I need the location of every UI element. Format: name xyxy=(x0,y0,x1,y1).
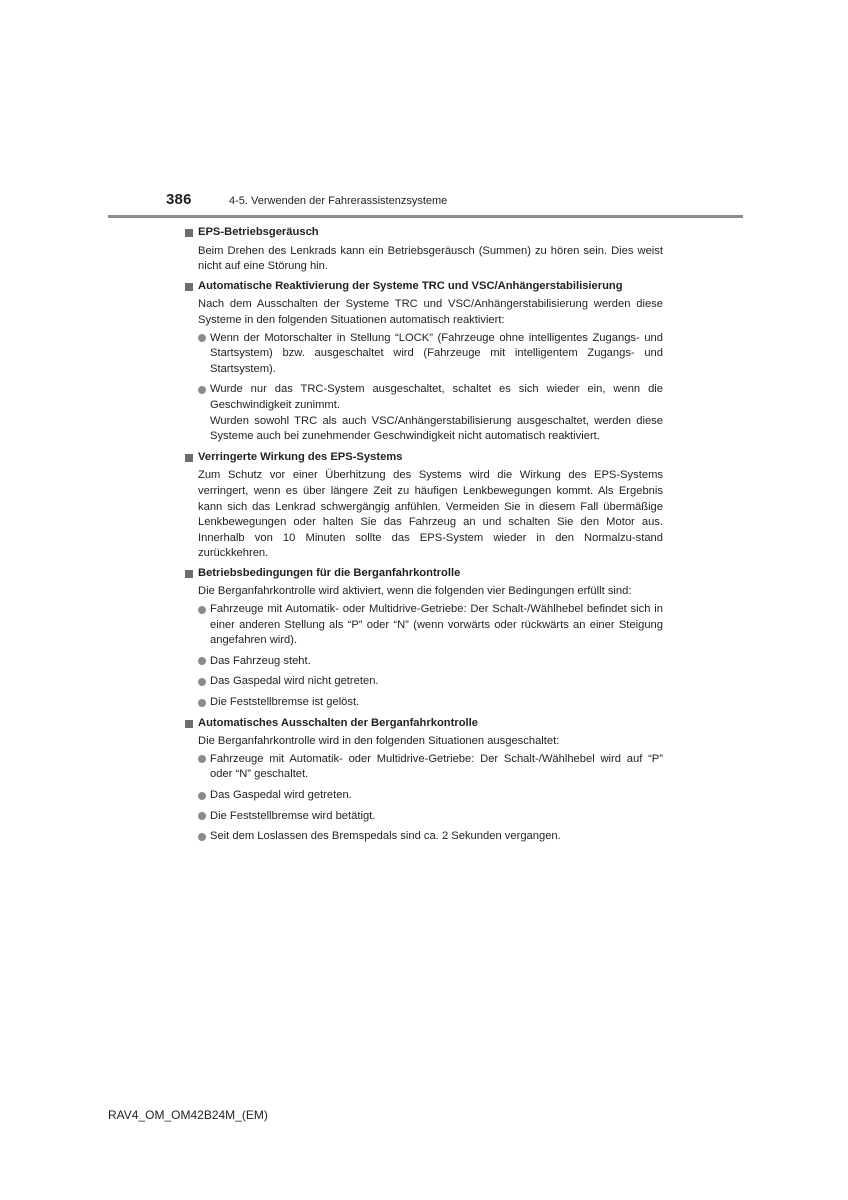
square-bullet-icon xyxy=(185,720,193,728)
list-item-text: Wurde nur das TRC-System ausgeschaltet, schaltet es sich wieder ein, wenn die Geschwindigkeit zunimmt. xyxy=(210,383,663,411)
square-bullet-icon xyxy=(185,283,193,291)
list-item xyxy=(198,331,663,378)
section-heading xyxy=(185,450,663,466)
list-item xyxy=(198,809,663,825)
section-heading-text: Betriebsbedingungen für die Berganfahrkontrolle xyxy=(198,566,461,579)
section-heading-text: Automatisches Ausschalten der Berganfahrkontrolle xyxy=(198,716,478,729)
list-item-text: Fahrzeuge mit Automatik- oder Multidrive-Getriebe: Der Schalt-/Wählhebel befindet sich in einer anderen Stellung als “P” oder “N” (wenn vorwärts oder rückwärts an einer Steigung angefahren wird). xyxy=(210,603,663,647)
list-item-text: Das Gaspedal wird getreten. xyxy=(210,789,352,801)
round-bullet-icon xyxy=(198,334,206,342)
section-heading xyxy=(185,225,663,241)
list-item xyxy=(198,674,663,690)
list-item-text: Wenn der Motorschalter in Stellung “LOCK” (Fahrzeuge ohne intelligentes Zugangs- und Startsystem) bzw. ausgeschaltet wird (Fahrzeuge mit intelligentem Zugangs- und Startsystem). xyxy=(210,331,663,375)
list-item xyxy=(198,752,663,783)
list-item-text: Fahrzeuge mit Automatik- oder Multidrive-Getriebe: Der Schalt-/Wählhebel wird auf “P” oder “N” geschaltet. xyxy=(210,752,663,781)
list-item xyxy=(198,829,663,845)
section-paragraph: Zum Schutz vor einer Überhitzung des Systems wird die Wirkung des EPS-Systems verringert, wenn es über längere Zeit zu häufigen Lenkbewegungen kommt. Als Ergebnis kann sich das Lenkrad schwergängig anfühlen. Vermeiden Sie in diesem Fall übermäßige Lenkbewegungen oder halten Sie das Fahrzeug an und schalten Sie den Motor aus. Innerhalb von 10 Minuten sollte das EPS-System wieder in den Normalzu-stand zurückkehren. xyxy=(198,469,663,560)
section xyxy=(185,279,663,445)
list-item xyxy=(198,695,663,711)
round-bullet-icon xyxy=(198,792,206,800)
section-paragraph: Nach dem Ausschalten der Systeme TRC und VSC/Anhängerstabilisierung werden diese Systeme in den folgenden Situationen automatisch reaktiviert: xyxy=(198,298,663,326)
list-item xyxy=(198,602,663,649)
section-paragraph: Beim Drehen des Lenkrads kann ein Betriebsgeräusch (Summen) zu hören sein. Dies weist nicht auf eine Störung hin. xyxy=(198,244,663,273)
section-heading xyxy=(185,279,663,295)
section-heading xyxy=(185,716,663,732)
round-bullet-icon xyxy=(198,606,206,614)
round-bullet-icon xyxy=(198,657,206,665)
page-number: 386 xyxy=(166,191,192,208)
section-heading xyxy=(185,566,663,582)
round-bullet-icon xyxy=(198,833,206,841)
section xyxy=(185,716,663,845)
footer-code: RAV4_OM_OM42B24M_(EM) xyxy=(108,1108,268,1122)
square-bullet-icon xyxy=(185,229,193,237)
square-bullet-icon xyxy=(185,454,193,462)
section-heading-text: Automatische Reaktivierung der Systeme TRC und VSC/Anhängerstabilisierung xyxy=(198,279,623,292)
list-item-text: Die Feststellbremse ist gelöst. xyxy=(210,696,360,709)
list-item xyxy=(198,382,663,444)
round-bullet-icon xyxy=(198,755,206,763)
list-item-text: Das Fahrzeug steht. xyxy=(210,654,311,667)
section-paragraph: Die Berganfahrkontrolle wird aktiviert, wenn die folgenden vier Bedingungen erfüllt sind: xyxy=(198,585,632,598)
section-paragraph: Die Berganfahrkontrolle wird in den folgenden Situationen ausgeschaltet: xyxy=(198,735,560,748)
round-bullet-icon xyxy=(198,386,206,394)
chapter-title: 4-5. Verwenden der Fahrerassistenzsysteme xyxy=(229,195,448,207)
list-item-text: Seit dem Loslassen des Bremspedals sind ca. 2 Sekunden vergangen. xyxy=(210,830,561,843)
header-divider xyxy=(108,215,743,218)
section-heading-text: EPS-Betriebsgeräusch xyxy=(198,226,319,238)
round-bullet-icon xyxy=(198,812,206,820)
list-item xyxy=(198,654,663,670)
round-bullet-icon xyxy=(198,699,206,707)
list-item-text: Das Gaspedal wird nicht getreten. xyxy=(210,675,379,688)
section-heading-text: Verringerte Wirkung des EPS-Systems xyxy=(198,450,403,463)
list-item-text: Die Feststellbremse wird betätigt. xyxy=(210,809,376,822)
list-item-continuation: Wurden sowohl TRC als auch VSC/Anhängerstabilisierung ausgeschaltet, werden diese Systeme auch bei zunehmender Geschwindigkeit nicht automatisch reaktiviert. xyxy=(210,414,663,443)
list-item xyxy=(198,788,663,804)
square-bullet-icon xyxy=(185,570,193,578)
section xyxy=(185,566,663,711)
section xyxy=(185,450,663,562)
section xyxy=(185,225,663,275)
page-content xyxy=(185,225,663,850)
round-bullet-icon xyxy=(198,678,206,686)
